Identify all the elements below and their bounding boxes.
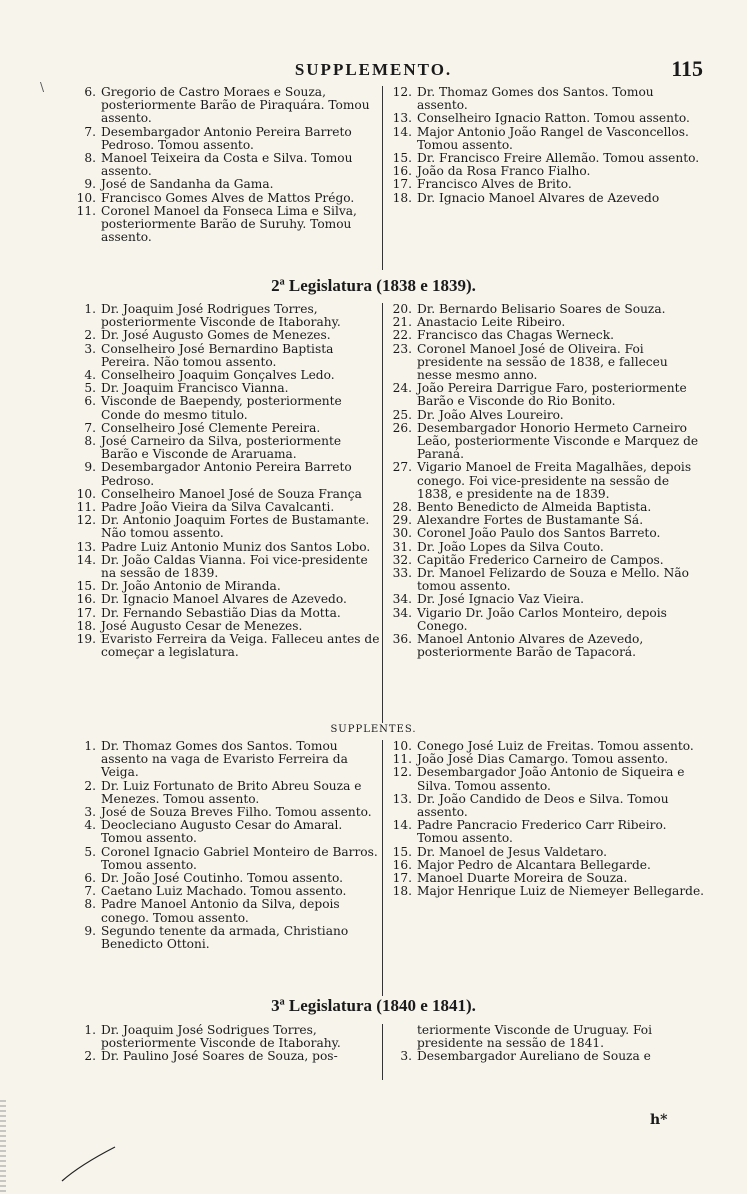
- item-number: 16.: [392, 857, 412, 872]
- item-text: Dr. João Antonio de Miranda.: [101, 579, 281, 594]
- left-column: [70, 1024, 380, 1064]
- list-item: [386, 1050, 706, 1063]
- list-item: [386, 607, 706, 633]
- list-item: [386, 819, 706, 845]
- item-number: 3.: [84, 341, 96, 356]
- list-item: [70, 541, 380, 554]
- list-item: [386, 126, 706, 152]
- item-number: 11.: [392, 752, 412, 767]
- list-item: [386, 343, 706, 383]
- list-item: [70, 593, 380, 606]
- section-3: [70, 740, 706, 996]
- item-text: Desembargador Aureliano de Souza e: [417, 1049, 651, 1064]
- item-number: 36.: [392, 632, 412, 647]
- item-text: José Augusto Cesar de Menezes.: [101, 618, 303, 633]
- list-item: [70, 303, 380, 329]
- list-item: [70, 633, 380, 659]
- item-number: [386, 1024, 417, 1050]
- item-text: Dr. Joaquim Francisco Vianna.: [101, 381, 289, 396]
- item-text: Segundo tenente da armada, Christiano Benedicto Ottoni.: [101, 923, 349, 952]
- item-text: Dr. Luiz Fortunato de Brito Abreu Souza e Menezes. Tomou assento.: [101, 778, 362, 806]
- item-text: Dr. João Candido de Deos e Silva. Tomou assento.: [417, 791, 669, 820]
- page-number: 115: [671, 56, 703, 81]
- item-text: Dr. Thomaz Gomes dos Santos. Tomou assento na vaga de Evaristo Ferreira da Veiga.: [101, 739, 348, 780]
- item-number: 2.: [84, 778, 96, 793]
- list-item: [70, 461, 380, 487]
- item-text: José de Souza Breves Filho. Tomou assento.: [101, 805, 372, 820]
- item-text: Visconde de Baependy, posteriormente Conde do mesmo titulo.: [101, 394, 342, 422]
- list-item: [386, 422, 706, 462]
- list-item: [386, 409, 706, 422]
- item-number: 17.: [76, 605, 96, 620]
- right-column: [386, 1024, 706, 1064]
- item-number: 24.: [392, 381, 412, 396]
- item-number: 18.: [392, 884, 412, 899]
- item-text: Alexandre Fortes de Bustamante Sá.: [417, 513, 644, 528]
- list-item: [386, 766, 706, 792]
- list-item: [70, 178, 380, 191]
- list-item: [386, 846, 706, 859]
- item-text: Desembargador João Antonio de Siqueira e Silva. Tomou assento.: [417, 765, 685, 793]
- item-text: Conselheiro Joaquim Gonçalves Ledo.: [101, 368, 335, 383]
- item-text: Bento Benedicto de Almeida Baptista.: [417, 500, 652, 515]
- list-item: [70, 1050, 380, 1063]
- item-number: 7.: [84, 884, 96, 899]
- item-text: Dr. José Ignacio Vaz Vieira.: [417, 592, 585, 607]
- list-item: [386, 593, 706, 606]
- item-text: Vigario Dr. João Carlos Monteiro, depois Conego.: [417, 605, 667, 633]
- item-text: Anastacio Leite Ribeiro.: [417, 315, 566, 330]
- item-text: Dr. João Alves Loureiro.: [417, 407, 564, 422]
- item-number: 16.: [76, 592, 96, 607]
- item-text: João da Rosa Franco Fialho.: [417, 164, 591, 179]
- list-item: [386, 178, 706, 191]
- item-text: Coronel João Paulo dos Santos Barreto.: [417, 526, 661, 541]
- section-1: [70, 86, 706, 270]
- pen-stroke-mark: [60, 1145, 120, 1185]
- left-column: [70, 86, 380, 244]
- item-text: Dr. Bernardo Belisario Soares de Souza.: [417, 302, 666, 316]
- subheading-supplentes: SUPPLENTES.: [330, 724, 417, 735]
- list-item: [70, 925, 380, 951]
- list-item: [70, 126, 380, 152]
- item-number: 15.: [392, 151, 412, 166]
- item-number: 23.: [392, 341, 412, 356]
- item-text: Major Henrique Luiz de Niemeyer Bellegarde.: [417, 884, 705, 899]
- item-number: 14.: [76, 552, 96, 567]
- list-item: [386, 541, 706, 554]
- item-number: 20.: [392, 302, 412, 316]
- item-text: Padre Manoel Antonio da Silva, depois conego. Tomou assento.: [101, 897, 340, 925]
- list-item: [70, 898, 380, 924]
- list-item: [386, 382, 706, 408]
- margin-mark: \: [40, 80, 45, 94]
- item-text: Vigario Manoel de Freita Magalhães, depois conego. Foi vice-presidente na sessão de 1838, e presidente na de 1839.: [417, 460, 692, 501]
- item-number: 27.: [392, 460, 412, 475]
- item-number: 2.: [84, 1049, 96, 1064]
- item-number: 18.: [76, 618, 96, 633]
- item-text: Padre Pancracio Frederico Carr Ribeiro. Tomou assento.: [417, 818, 667, 846]
- heading-legislatura-3: 3ª Legislatura (1840 e 1841).: [271, 996, 476, 1015]
- right-column: [386, 86, 706, 205]
- item-number: 33.: [392, 566, 412, 581]
- section-4: [70, 1024, 706, 1080]
- list-item: [386, 461, 706, 501]
- item-number: 9.: [84, 460, 96, 475]
- list-item: [70, 514, 380, 540]
- item-text: Desembargador Honorio Hermeto Carneiro Leão, posteriormente Visconde e Marquez de Paraná.: [417, 420, 699, 462]
- list-item: [386, 633, 706, 659]
- item-number: 13.: [392, 111, 412, 126]
- item-text: Caetano Luiz Machado. Tomou assento.: [101, 884, 347, 899]
- list-item: [70, 192, 380, 205]
- item-text: Dr. Ignacio Manoel Alvares de Azevedo: [417, 190, 660, 205]
- item-text: Dr. João Lopes da Silva Couto.: [417, 539, 604, 554]
- item-text: Conselheiro José Bernardino Baptista Pereira. Não tomou assento.: [101, 341, 334, 369]
- item-text: Dr. Joaquim José Sodrigues Torres, posteriormente Visconde de Itaborahy.: [101, 1023, 341, 1051]
- page-header: [0, 56, 747, 84]
- item-number: 21.: [392, 315, 412, 330]
- item-text: Manoel Duarte Moreira de Souza.: [417, 871, 628, 886]
- item-number: 25.: [392, 407, 412, 422]
- running-title: SUPPLEMENTO.: [294, 60, 453, 79]
- list-item: [386, 567, 706, 593]
- item-number: 1.: [84, 739, 96, 753]
- item-text: Francisco Gomes Alves de Mattos Prégo.: [101, 190, 355, 205]
- item-text: João José Dias Camargo. Tomou assento.: [417, 752, 669, 767]
- item-number: 32.: [392, 552, 412, 567]
- item-text: Capitão Frederico Carneiro de Campos.: [417, 552, 664, 567]
- item-number: 13.: [76, 539, 96, 554]
- list-item: [386, 885, 706, 898]
- left-column: [70, 303, 380, 659]
- list-item: [70, 846, 380, 872]
- list-item: [70, 343, 380, 369]
- list-item: [70, 1024, 380, 1050]
- right-column: [386, 303, 706, 659]
- item-number: 7.: [84, 124, 96, 139]
- right-column: [386, 740, 706, 898]
- item-number: 1.: [84, 1023, 96, 1037]
- item-number: 3.: [400, 1049, 412, 1064]
- list-item: [70, 435, 380, 461]
- item-number: 6.: [84, 394, 96, 409]
- item-text: Dr. Paulino José Soares de Souza, pos-: [101, 1049, 338, 1064]
- item-text: teriormente Visconde de Uruguay. Foi presidente na sessão de 1841.: [417, 1023, 653, 1051]
- list-item: [70, 740, 380, 780]
- item-text: Dr. Thomaz Gomes dos Santos. Tomou assento.: [417, 85, 654, 113]
- item-number: 6.: [84, 871, 96, 886]
- item-text: Padre Luiz Antonio Muniz dos Santos Lobo.: [101, 539, 371, 554]
- item-text: Padre João Vieira da Silva Cavalcanti.: [101, 500, 335, 515]
- item-text: Dr. Manoel Felizardo de Souza e Mello. Não tomou assento.: [417, 566, 689, 594]
- item-number: 12.: [392, 85, 412, 99]
- item-number: 15.: [76, 579, 96, 594]
- item-number: 10.: [76, 486, 96, 501]
- list-item: [70, 86, 380, 126]
- item-number: 34.: [392, 592, 412, 607]
- list-item: [70, 152, 380, 178]
- item-number: 3.: [84, 805, 96, 820]
- column-divider: [382, 1024, 383, 1080]
- item-text: Dr. João José Coutinho. Tomou assento.: [101, 871, 344, 886]
- list-item: [386, 793, 706, 819]
- item-text: Francisco das Chagas Werneck.: [417, 328, 614, 343]
- item-number: 9.: [84, 923, 96, 938]
- item-text: Deocleciano Augusto Cesar do Amaral. Tomou assento.: [101, 818, 343, 846]
- item-number: 13.: [392, 791, 412, 806]
- item-text: Manoel Teixeira da Costa e Silva. Tomou assento.: [101, 151, 353, 179]
- list-item: [386, 527, 706, 540]
- item-number: 14.: [392, 818, 412, 833]
- item-number: 10.: [76, 190, 96, 205]
- item-text: Dr. Francisco Freire Allemão. Tomou assento.: [417, 151, 700, 166]
- list-item: [386, 192, 706, 205]
- list-item: [70, 607, 380, 620]
- item-text: Dr. Fernando Sebastião Dias da Motta.: [101, 605, 341, 620]
- item-text: Manoel Antonio Alvares de Azevedo, posteriormente Barão de Tapacorá.: [417, 632, 644, 660]
- list-item: [70, 395, 380, 421]
- item-text: Dr. Antonio Joaquim Fortes de Bustamante. Não tomou assento.: [101, 513, 370, 541]
- item-number: 6.: [84, 85, 96, 99]
- item-number: 19.: [76, 632, 96, 647]
- item-number: 16.: [392, 164, 412, 179]
- item-text: Dr. João Caldas Vianna. Foi vice-presidente na sessão de 1839.: [101, 552, 368, 581]
- scan-edge-artifact: [0, 1100, 6, 1194]
- item-text: Dr. José Augusto Gomes de Menezes.: [101, 328, 331, 343]
- item-number: 14.: [392, 124, 412, 139]
- item-number: 12.: [76, 513, 96, 528]
- item-text: Dr. Joaquim José Rodrigues Torres, posteriormente Visconde de Itaborahy.: [101, 302, 341, 330]
- list-item: [386, 112, 706, 125]
- section-2: [70, 303, 706, 723]
- list-item: [386, 329, 706, 342]
- item-number: 10.: [392, 739, 412, 753]
- list-item: [70, 780, 380, 806]
- item-number: 17.: [392, 177, 412, 192]
- item-number: 34.: [392, 605, 412, 620]
- item-text: Conselheiro Ignacio Ratton. Tomou assento.: [417, 111, 690, 126]
- item-text: Coronel Manoel da Fonseca Lima e Silva, posteriormente Barão de Suruhy. Tomou assento.: [101, 203, 357, 245]
- item-text: Coronel Ignacio Gabriel Monteiro de Barros. Tomou assento.: [101, 844, 378, 872]
- item-text: Conego José Luiz de Freitas. Tomou assento.: [417, 739, 694, 753]
- item-number: 7.: [84, 420, 96, 435]
- item-number: 28.: [392, 500, 412, 515]
- item-text: José de Sandanha da Gama.: [101, 177, 274, 192]
- item-text: Evaristo Ferreira da Veiga. Falleceu antes de começar a legislatura.: [101, 632, 380, 660]
- item-number: 18.: [392, 190, 412, 205]
- item-text: Dr. Manoel de Jesus Valdetaro.: [417, 844, 607, 859]
- item-number: 8.: [84, 151, 96, 166]
- item-number: 22.: [392, 328, 412, 343]
- item-number: 29.: [392, 513, 412, 528]
- list-item: [70, 205, 380, 245]
- item-number: 31.: [392, 539, 412, 554]
- list-item: [70, 554, 380, 580]
- item-number: 26.: [392, 420, 412, 435]
- item-number: 30.: [392, 526, 412, 541]
- item-text: Desembargador Antonio Pereira Barreto Pedroso.: [101, 460, 352, 488]
- item-number: 9.: [84, 177, 96, 192]
- item-text: Francisco Alves de Brito.: [417, 177, 572, 192]
- item-text: Conselheiro José Clemente Pereira.: [101, 420, 321, 435]
- item-number: 17.: [392, 871, 412, 886]
- item-number: 5.: [84, 381, 96, 396]
- item-number: 2.: [84, 328, 96, 343]
- item-text: José Carneiro da Silva, posteriormente Barão e Visconde de Araruama.: [101, 434, 342, 462]
- list-item: [386, 86, 706, 112]
- item-number: 11.: [76, 203, 96, 218]
- left-column: [70, 740, 380, 951]
- item-number: 8.: [84, 434, 96, 449]
- signature-mark: h*: [650, 1112, 668, 1128]
- list-item: [70, 329, 380, 342]
- item-text: Conselheiro Manoel José de Souza França: [101, 486, 362, 501]
- item-number: 5.: [84, 844, 96, 859]
- item-text: Gregorio de Castro Moraes e Souza, posteriormente Barão de Piraquára. Tomou assento.: [101, 85, 370, 126]
- item-text: Major Pedro de Alcantara Bellegarde.: [417, 857, 651, 872]
- item-number: 11.: [76, 500, 96, 515]
- list-item: [70, 819, 380, 845]
- item-text: João Pereira Darrigue Faro, posteriormente Barão e Visconde do Rio Bonito.: [417, 381, 687, 409]
- item-number: 15.: [392, 844, 412, 859]
- item-number: 8.: [84, 897, 96, 912]
- column-divider: [382, 86, 383, 270]
- list-item: [386, 1024, 706, 1050]
- column-divider: [382, 303, 383, 723]
- item-number: 4.: [84, 818, 96, 833]
- item-number: 12.: [392, 765, 412, 780]
- column-divider: [382, 740, 383, 996]
- item-text: Dr. Ignacio Manoel Alvares de Azevedo.: [101, 592, 347, 607]
- item-text: Coronel Manoel José de Oliveira. Foi presidente na sessão de 1838, e falleceu nesse mesmo anno.: [417, 341, 668, 383]
- item-number: 1.: [84, 302, 96, 316]
- item-number: 4.: [84, 368, 96, 383]
- item-text: Desembargador Antonio Pereira Barreto Pedroso. Tomou assento.: [101, 124, 352, 152]
- heading-legislatura-2: 2ª Legislatura (1838 e 1839).: [271, 276, 476, 295]
- item-text: Major Antonio João Rangel de Vasconcellos. Tomou assento.: [417, 124, 689, 152]
